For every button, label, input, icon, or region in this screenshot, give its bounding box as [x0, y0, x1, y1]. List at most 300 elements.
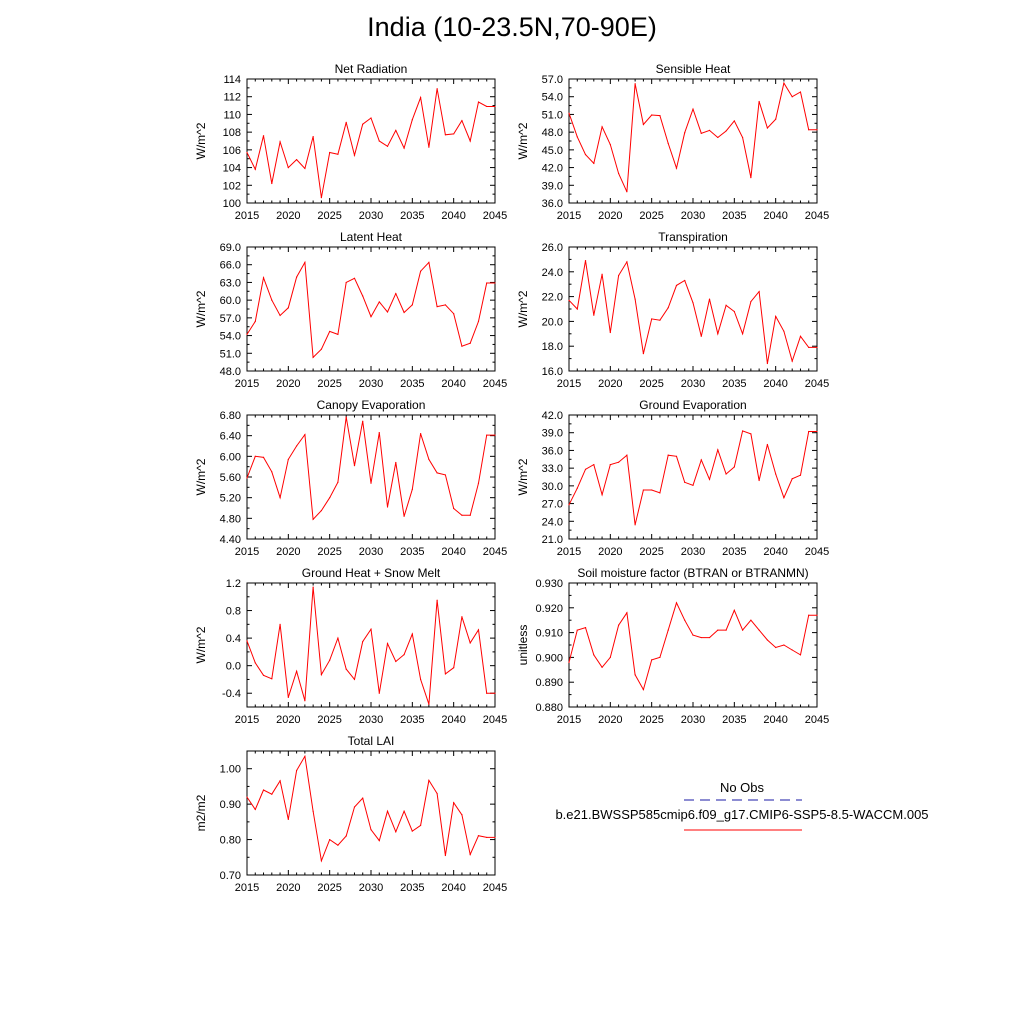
data-point — [717, 630, 718, 631]
x-tick-label: 2030 — [358, 210, 384, 222]
data-point — [379, 140, 380, 141]
data-point — [792, 478, 793, 479]
data-point — [437, 600, 438, 601]
x-tick-label: 2025 — [317, 378, 342, 390]
data-point — [395, 462, 396, 463]
x-tick-label: 2020 — [598, 546, 623, 558]
y-axis-label: W/m^2 — [194, 458, 208, 496]
legend-model-label: b.e21.BWSSP585cmip6.f09_g17.CMIP6-SSP5-8.5-WACCM.005 — [555, 807, 929, 822]
y-tick-label: 0.90 — [219, 799, 241, 812]
y-tick-label: 0.70 — [219, 870, 241, 882]
y-tick-label: 36.0 — [541, 445, 563, 458]
data-point — [420, 679, 421, 680]
x-tick-label: 2030 — [680, 546, 706, 558]
data-point — [428, 704, 429, 705]
data-point — [255, 809, 256, 810]
data-point — [304, 756, 305, 757]
data-point — [271, 300, 272, 301]
data-point — [379, 693, 380, 694]
y-tick-label: 5.60 — [219, 472, 241, 484]
x-tick-label: 2025 — [317, 546, 342, 558]
series-line — [569, 83, 817, 192]
data-point — [461, 814, 462, 815]
data-point — [800, 475, 801, 476]
data-point — [486, 693, 487, 694]
data-point — [337, 638, 338, 639]
data-point — [304, 434, 305, 435]
data-point — [263, 277, 264, 278]
series-line — [247, 262, 495, 357]
data-point — [395, 293, 396, 294]
data-point — [412, 633, 413, 634]
x-tick-label: 2015 — [234, 378, 260, 390]
data-point — [445, 673, 446, 674]
data-point — [767, 363, 768, 364]
data-point — [403, 654, 404, 655]
x-tick-label: 2045 — [482, 714, 508, 726]
data-point — [470, 343, 471, 344]
y-tick-label: 0.930 — [535, 578, 563, 590]
y-tick-label: 0.910 — [535, 627, 563, 640]
data-point — [775, 316, 776, 317]
y-tick-label: 39.0 — [541, 427, 563, 440]
panel-5 — [194, 398, 507, 558]
data-point — [626, 261, 627, 262]
data-point — [808, 615, 809, 616]
data-point — [635, 83, 636, 84]
data-point — [420, 825, 421, 826]
panel-title: Net Radiation — [334, 62, 408, 76]
data-point — [742, 137, 743, 138]
data-point — [767, 639, 768, 640]
x-tick-label: 2045 — [482, 378, 508, 390]
data-point — [734, 311, 735, 312]
data-point — [626, 455, 627, 456]
x-tick-label: 2015 — [556, 546, 582, 558]
y-tick-label: 1.2 — [225, 578, 241, 590]
data-point — [271, 183, 272, 184]
data-point — [759, 630, 760, 631]
data-point — [313, 587, 314, 588]
data-point — [362, 124, 363, 125]
data-point — [428, 147, 429, 148]
y-tick-label: 69.0 — [219, 242, 241, 254]
panel-1 — [194, 62, 507, 222]
data-point — [668, 143, 669, 144]
x-tick-label: 2040 — [441, 546, 466, 558]
data-point — [470, 140, 471, 141]
panel-title: Total LAI — [347, 734, 395, 748]
x-tick-label: 2030 — [358, 882, 384, 894]
data-point — [585, 627, 586, 628]
data-point — [486, 106, 487, 107]
data-point — [279, 315, 280, 316]
data-point — [379, 301, 380, 302]
data-point — [313, 519, 314, 520]
x-tick-label: 2025 — [639, 546, 664, 558]
y-tick-label: 0.4 — [225, 633, 241, 646]
y-tick-label: 66.0 — [219, 259, 241, 272]
data-point — [800, 654, 801, 655]
data-point — [395, 831, 396, 832]
data-point — [362, 641, 363, 642]
data-point — [684, 482, 685, 483]
data-point — [445, 134, 446, 135]
x-tick-label: 2040 — [763, 378, 788, 390]
data-point — [593, 654, 594, 655]
x-tick-label: 2045 — [804, 210, 830, 222]
data-point — [585, 260, 586, 261]
data-point — [717, 333, 718, 334]
data-point — [635, 298, 636, 299]
x-tick-label: 2030 — [680, 378, 706, 390]
data-point — [437, 793, 438, 794]
x-tick-label: 2015 — [234, 210, 260, 222]
plot-frame — [247, 79, 495, 203]
data-point — [453, 802, 454, 803]
data-point — [668, 455, 669, 456]
y-tick-label: 42.0 — [541, 162, 563, 175]
data-point — [354, 679, 355, 680]
y-tick-label: 0.880 — [535, 702, 563, 714]
data-point — [783, 644, 784, 645]
data-point — [346, 416, 347, 417]
panel-title: Latent Heat — [339, 230, 403, 244]
data-point — [494, 106, 495, 107]
y-tick-label: 42.0 — [541, 410, 563, 422]
data-point — [717, 449, 718, 450]
data-point — [263, 789, 264, 790]
data-point — [692, 302, 693, 303]
data-point — [395, 661, 396, 662]
plot-frame — [247, 247, 495, 371]
x-tick-label: 2035 — [400, 210, 425, 222]
data-point — [271, 471, 272, 472]
data-point — [750, 301, 751, 302]
x-tick-label: 2040 — [763, 546, 788, 558]
y-tick-label: 0.80 — [219, 834, 241, 847]
data-point — [709, 298, 710, 299]
data-point — [470, 515, 471, 516]
y-tick-label: 106 — [222, 144, 241, 157]
data-point — [412, 304, 413, 305]
data-point — [684, 280, 685, 281]
data-point — [288, 167, 289, 168]
panel-title: Sensible Heat — [655, 62, 731, 76]
panel-6 — [516, 398, 829, 558]
series-line — [247, 756, 495, 861]
panel-title: Soil moisture factor (BTRAN or BTRANMN) — [577, 566, 809, 580]
x-tick-label: 2015 — [556, 714, 582, 726]
data-point — [676, 168, 677, 169]
y-tick-label: 0.920 — [535, 602, 563, 615]
data-point — [255, 321, 256, 322]
data-point — [585, 154, 586, 155]
x-tick-label: 2030 — [358, 714, 384, 726]
data-point — [486, 282, 487, 283]
data-point — [246, 152, 247, 153]
data-point — [651, 659, 652, 660]
data-point — [461, 515, 462, 516]
data-point — [717, 137, 718, 138]
data-point — [255, 456, 256, 457]
x-tick-label: 2020 — [276, 210, 301, 222]
data-point — [742, 333, 743, 334]
y-tick-label: 51.0 — [219, 348, 241, 361]
data-point — [676, 285, 677, 286]
series-line — [569, 261, 817, 364]
y-axis-label: W/m^2 — [516, 290, 530, 328]
data-point — [676, 602, 677, 603]
data-point — [643, 689, 644, 690]
data-point — [354, 465, 355, 466]
y-tick-label: 110 — [223, 109, 241, 122]
data-point — [387, 643, 388, 644]
data-point — [478, 835, 479, 836]
data-point — [271, 794, 272, 795]
data-point — [494, 693, 495, 694]
data-point — [395, 130, 396, 131]
data-point — [346, 835, 347, 836]
x-tick-label: 2045 — [482, 210, 508, 222]
data-point — [577, 308, 578, 309]
x-tick-label: 2020 — [598, 210, 623, 222]
data-point — [816, 129, 817, 130]
legend — [555, 780, 928, 830]
y-tick-label: 24.0 — [541, 516, 563, 529]
y-tick-label: 16.0 — [541, 366, 563, 378]
data-point — [329, 331, 330, 332]
series-line — [569, 431, 817, 525]
y-tick-label: 45.0 — [541, 144, 563, 157]
x-tick-label: 2025 — [317, 210, 342, 222]
data-point — [610, 332, 611, 333]
data-point — [626, 612, 627, 613]
data-point — [445, 474, 446, 475]
data-point — [246, 334, 247, 335]
legend-obs-label: No Obs — [719, 780, 765, 795]
plot-frame — [569, 247, 817, 371]
y-tick-label: 24.0 — [541, 266, 563, 279]
y-tick-label: 54.0 — [541, 91, 563, 104]
x-tick-label: 2045 — [482, 882, 508, 894]
figure-title: India (10-23.5N,70-90E) — [367, 12, 657, 42]
data-point — [692, 634, 693, 635]
x-tick-label: 2025 — [639, 210, 664, 222]
x-tick-label: 2035 — [722, 378, 747, 390]
series-line — [247, 417, 495, 519]
y-tick-label: 4.80 — [219, 513, 241, 526]
data-point — [246, 477, 247, 478]
data-point — [271, 678, 272, 679]
y-tick-label: 39.0 — [541, 180, 563, 193]
data-point — [453, 667, 454, 668]
y-tick-label: 0.890 — [535, 677, 563, 690]
data-point — [420, 433, 421, 434]
data-point — [470, 642, 471, 643]
plot-frame — [569, 79, 817, 203]
data-point — [568, 113, 569, 114]
data-point — [651, 114, 652, 115]
data-point — [643, 353, 644, 354]
y-tick-label: 30.0 — [541, 480, 563, 493]
data-point — [288, 459, 289, 460]
data-point — [783, 331, 784, 332]
data-point — [354, 155, 355, 156]
data-point — [618, 625, 619, 626]
data-point — [659, 492, 660, 493]
x-tick-label: 2045 — [804, 714, 830, 726]
data-point — [246, 796, 247, 797]
data-point — [618, 173, 619, 174]
data-point — [593, 315, 594, 316]
x-tick-label: 2040 — [441, 714, 466, 726]
data-point — [255, 169, 256, 170]
data-point — [651, 489, 652, 490]
data-point — [354, 806, 355, 807]
y-tick-label: 0.900 — [535, 652, 563, 665]
data-point — [800, 91, 801, 92]
plot-frame — [247, 751, 495, 875]
data-point — [412, 119, 413, 120]
x-tick-label: 2020 — [598, 714, 623, 726]
panel-title: Transpiration — [658, 230, 728, 244]
data-point — [808, 347, 809, 348]
data-point — [313, 811, 314, 812]
data-point — [321, 197, 322, 198]
data-point — [478, 629, 479, 630]
panel-8 — [516, 566, 829, 726]
x-tick-label: 2020 — [598, 378, 623, 390]
data-point — [659, 320, 660, 321]
data-point — [742, 430, 743, 431]
x-tick-label: 2030 — [358, 546, 384, 558]
data-point — [263, 457, 264, 458]
x-tick-label: 2025 — [639, 378, 664, 390]
panel-7 — [194, 566, 507, 726]
data-point — [618, 462, 619, 463]
data-point — [494, 435, 495, 436]
data-point — [486, 837, 487, 838]
data-point — [478, 321, 479, 322]
data-point — [362, 798, 363, 799]
data-point — [321, 510, 322, 511]
y-axis-label: W/m^2 — [194, 122, 208, 160]
y-tick-label: 51.0 — [541, 109, 563, 122]
y-tick-label: 112 — [223, 91, 241, 104]
data-point — [370, 117, 371, 118]
data-point — [610, 464, 611, 465]
y-tick-label: 1.00 — [219, 763, 241, 776]
data-point — [568, 662, 569, 663]
data-point — [783, 497, 784, 498]
data-point — [486, 435, 487, 436]
data-point — [296, 671, 297, 672]
series-line — [247, 587, 495, 704]
data-point — [494, 282, 495, 283]
y-tick-label: 48.0 — [541, 127, 563, 140]
y-axis-label: m2/m2 — [194, 794, 208, 832]
data-point — [453, 313, 454, 314]
data-point — [329, 660, 330, 661]
data-point — [329, 839, 330, 840]
data-point — [668, 630, 669, 631]
data-point — [470, 854, 471, 855]
y-tick-label: 22.0 — [541, 291, 563, 304]
x-tick-label: 2030 — [358, 378, 384, 390]
data-point — [420, 97, 421, 98]
data-point — [329, 152, 330, 153]
data-point — [759, 480, 760, 481]
y-tick-label: 5.20 — [219, 492, 241, 505]
data-point — [494, 837, 495, 838]
x-tick-label: 2015 — [234, 714, 260, 726]
data-point — [279, 141, 280, 142]
data-point — [601, 667, 602, 668]
data-point — [725, 305, 726, 306]
data-point — [428, 459, 429, 460]
data-point — [701, 637, 702, 638]
panel-title: Canopy Evaporation — [316, 398, 426, 412]
x-tick-label: 2030 — [680, 210, 706, 222]
data-point — [478, 101, 479, 102]
data-point — [593, 163, 594, 164]
x-tick-label: 2040 — [441, 882, 466, 894]
data-point — [304, 700, 305, 701]
y-tick-label: 114 — [223, 74, 241, 86]
data-point — [296, 770, 297, 771]
x-tick-label: 2035 — [722, 210, 747, 222]
data-point — [734, 466, 735, 467]
x-tick-label: 2040 — [441, 210, 466, 222]
y-tick-label: 6.00 — [219, 451, 241, 464]
data-point — [296, 445, 297, 446]
x-tick-label: 2025 — [317, 714, 342, 726]
data-point — [775, 647, 776, 648]
data-point — [420, 271, 421, 272]
data-point — [461, 120, 462, 121]
data-point — [337, 334, 338, 335]
data-point — [387, 506, 388, 507]
data-point — [321, 860, 322, 861]
x-tick-label: 2035 — [722, 546, 747, 558]
data-point — [725, 473, 726, 474]
data-point — [313, 136, 314, 137]
data-point — [750, 433, 751, 434]
data-point — [412, 489, 413, 490]
data-point — [668, 307, 669, 308]
x-tick-label: 2045 — [804, 546, 830, 558]
data-point — [808, 431, 809, 432]
data-point — [296, 277, 297, 278]
chart-panels — [194, 62, 829, 894]
y-axis-label: W/m^2 — [516, 458, 530, 496]
data-point — [387, 311, 388, 312]
data-point — [304, 168, 305, 169]
data-point — [725, 130, 726, 131]
x-tick-label: 2030 — [680, 714, 706, 726]
data-point — [313, 357, 314, 358]
y-tick-label: 18.0 — [541, 341, 563, 354]
x-tick-label: 2035 — [400, 882, 425, 894]
data-point — [767, 127, 768, 128]
x-tick-label: 2020 — [276, 546, 301, 558]
data-point — [709, 479, 710, 480]
data-point — [428, 780, 429, 781]
panel-title: Ground Heat + Snow Melt — [301, 566, 441, 580]
data-point — [725, 630, 726, 631]
panel-2 — [516, 62, 829, 222]
